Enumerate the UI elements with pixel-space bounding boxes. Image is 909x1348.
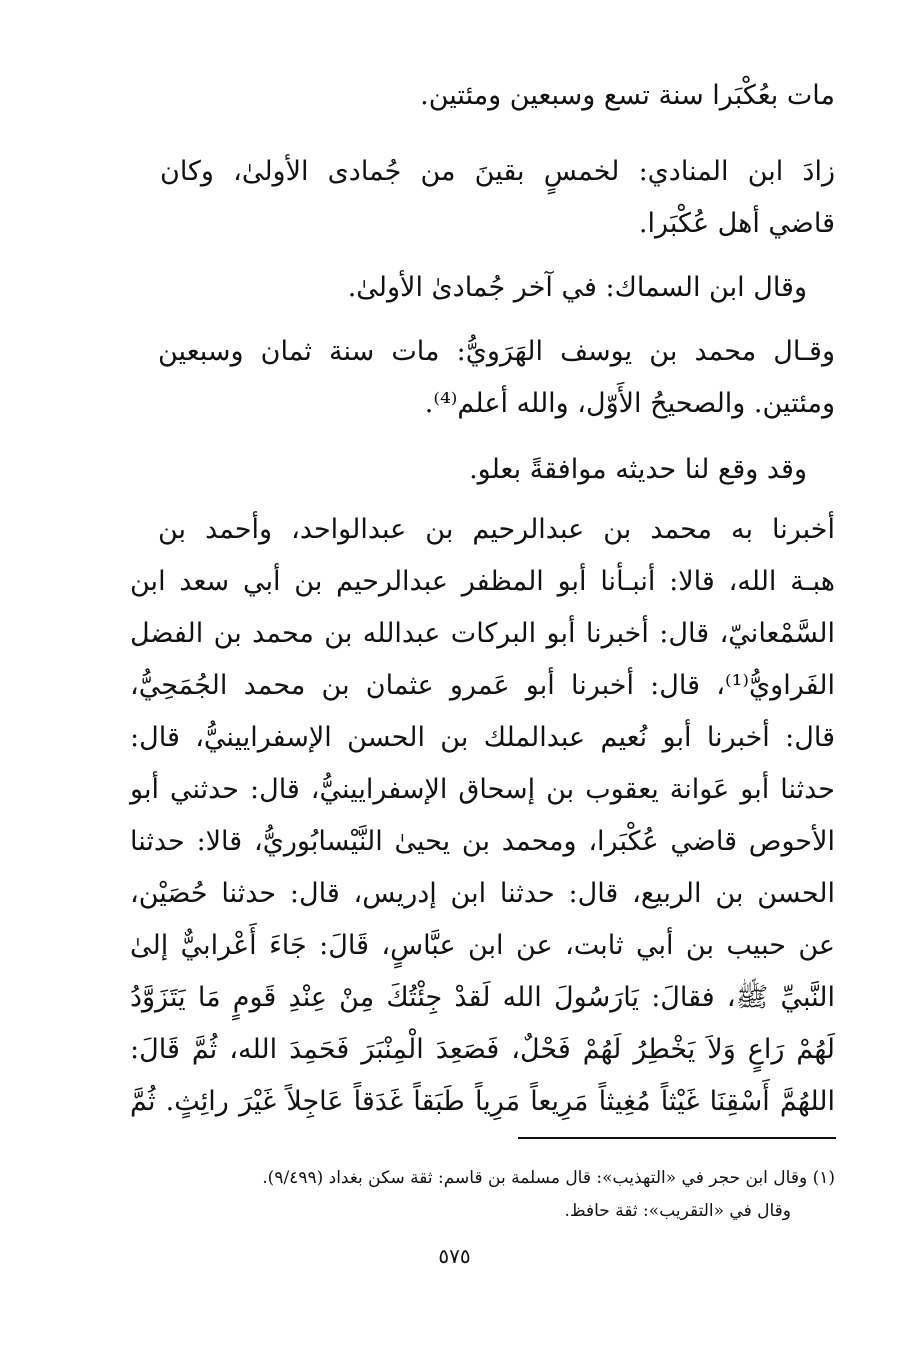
text-line: الأحوص قاضي عُكْبَرا، ومحمد بن يحيىٰ النَّيْسابُوريُّ، قالا: حدثنا bbox=[130, 826, 835, 857]
text-line: السَّمْعانيّ، قال: أخبرنا أبو البركات عبدالله بن محمد بن الفضل bbox=[130, 618, 835, 649]
footnote-separator bbox=[518, 1137, 836, 1139]
text-line: وقد وقع لنا حديثه موافقةً بعلو. bbox=[469, 454, 807, 485]
text-line: الفَراويُّ⁽¹⁾، قال: أخبرنا أبو عَمرو عثمان بن محمد الجُمَحِيُّ، bbox=[130, 670, 835, 701]
text-line: زادَ ابن المنادي: لخمسٍ بقينَ من جُمادى الأولىٰ، وكان bbox=[160, 156, 835, 187]
footnote-line: (١) وقال ابن حجر في «التهذيب»: قال مسلمة بن قاسم: ثقة سكن بغداد (٩/٤٩٩). bbox=[262, 1168, 835, 1188]
text-line: أخبرنا به محمد بن عبدالرحيم بن عبدالواحد، وأحمد بن bbox=[158, 514, 835, 545]
text-line: النَّبيِّ ﷺ، فقالَ: يَارَسُولَ الله لَقدْ جِئْتُكَ مِنْ عِنْدِ قَومٍ مَا يَتَزَوَّدُ bbox=[130, 982, 835, 1013]
footnote-line: وقال في «التقريب»: ثقة حافظ. bbox=[564, 1201, 791, 1221]
text-line: عن حبيب بن أبي ثابت، عن ابن عبَّاسٍ، قَالَ: جَاءَ أَعْرابيٌّ إلىٰ bbox=[130, 930, 835, 961]
text-line: مات بعُكْبَرا سنة تسع وسبعين ومئتين. bbox=[420, 80, 835, 111]
text-line: هبـة الله، قالا: أنبـأنا أبو المظفر عبدالرحيم بن أبي سعد ابن bbox=[130, 566, 835, 597]
text-line: قال: أخبرنا أبو نُعيم عبدالملك بن الحسن الإسفرايينيُّ، قال: bbox=[130, 722, 835, 753]
text-line: وقـال محمد بن يوسف الهَرَويُّ: مات سنة ثمان وسبعين bbox=[158, 336, 835, 367]
text-line: حدثنا أبو عَوانة يعقوب بن إسحاق الإسفرايينيُّ، قال: حدثني أبو bbox=[130, 774, 835, 805]
text-line: ومئتين. والصحيحُ الأَوّل، والله أعلم⁽⁴⁾. bbox=[424, 388, 835, 419]
text-line: اللهُمَّ أَسْقِنَا غَيْثاً مُغِيثاً مَرِيعاً مَرِياً طَبَقاً غَدَقاً عَاجِلاً غَيْرَ رائِثٍ. ثُمَّ bbox=[130, 1086, 835, 1117]
text-line: لَهُمْ رَاعٍ وَلاَ يَخْطِرُ لَهُمْ فَحْلٌ، فَصَعِدَ الْمِنْبَرَ فَحَمِدَ الله، ثُمَّ قَالَ: bbox=[130, 1034, 835, 1065]
text-line: الحسن بن الربيع، قال: حدثنا ابن إدريس، قال: حدثنا حُصَيْن، bbox=[130, 878, 835, 909]
text-line: قاضي أهل عُكْبَرا. bbox=[638, 208, 835, 239]
text-line: وقال ابن السماك: في آخر جُمادىٰ الأولىٰ. bbox=[347, 272, 807, 303]
page-number: ٥٧٥ bbox=[438, 1244, 471, 1268]
